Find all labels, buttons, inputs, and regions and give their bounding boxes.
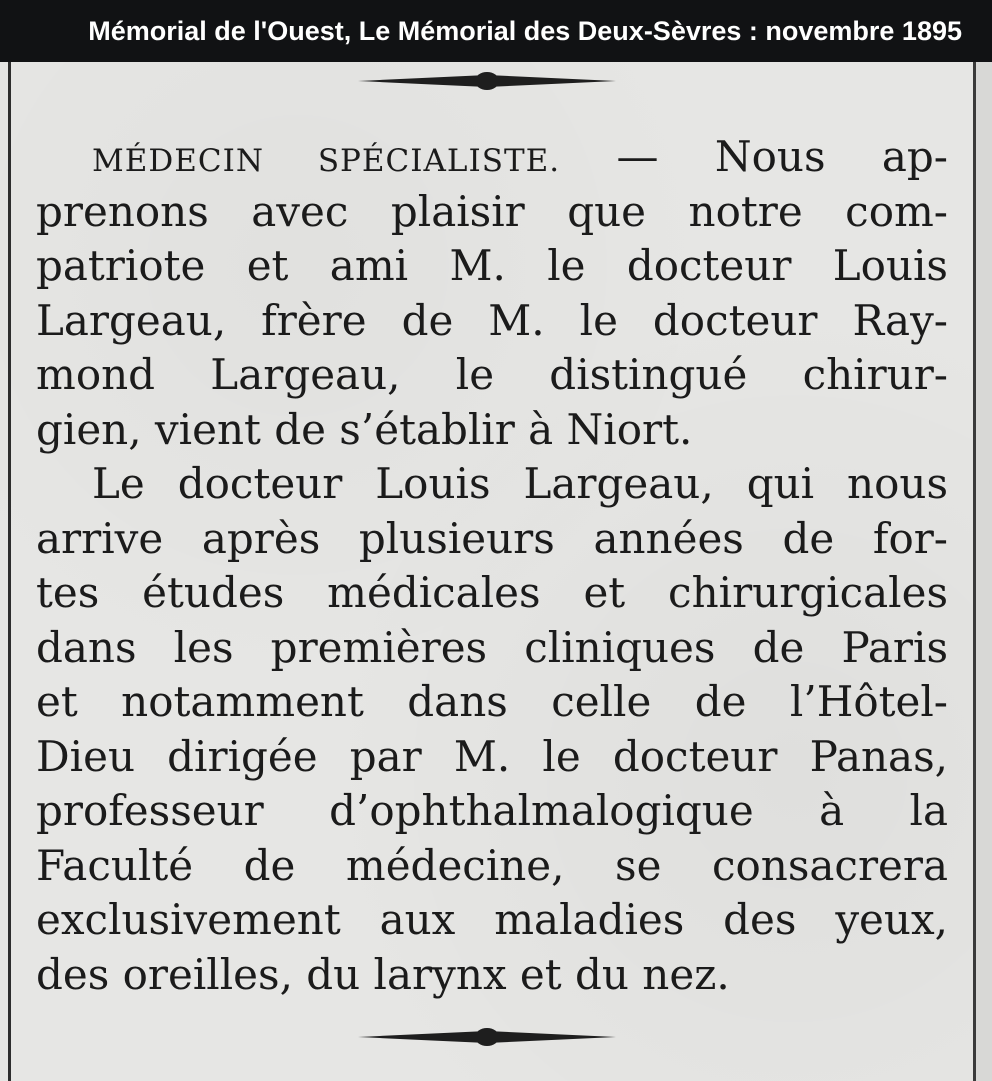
article-line: professeur d’ophthalmalogique à la [36,786,948,835]
ornament-divider-top [358,68,616,94]
article-line: et notamment dans celle de l’Hôtel- [36,677,948,726]
article-line: MÉDECIN SPÉCIALISTE. — Nous ap- [92,132,948,181]
article-line: Le docteur Louis Largeau, qui nous [92,459,948,508]
article-heading: MÉDECIN SPÉCIALISTE. [92,143,561,179]
article-body [36,130,948,1002]
article-line: dans les premières cliniques de Paris [36,622,948,672]
newspaper-clipping [0,62,992,1081]
ornament-divider-bottom [358,1024,616,1050]
article-line: des oreilles, du larynx et du nez. [36,949,730,999]
article-line: gien, vient de s’établir à Niort. [36,404,693,454]
article-line: prenons avec plaisir que notre com- [36,186,948,236]
article-line: Faculté de médecine, se consacrera [36,840,948,890]
article-line: mond Largeau, le distingué chirur- [36,350,948,399]
adjacent-column-strip [976,62,992,1081]
window-title: Mémorial de l'Ouest, Le Mémorial des Deux-Sèvres : novembre 1895 [88,16,962,46]
column-rule-left [8,62,11,1081]
article-line: exclusivement aux maladies des yeux, [36,895,948,944]
window-title-bar [0,0,992,62]
article-line: patriote et ami M. le docteur Louis [36,241,948,290]
article-line: tes études médicales et chirurgicales [36,568,948,617]
article-line: Dieu dirigée par M. le docteur Panas, [36,731,948,781]
article-line: Largeau, frère de M. le docteur Ray- [36,295,948,345]
article-line: arrive après plusieurs années de for- [36,513,948,563]
